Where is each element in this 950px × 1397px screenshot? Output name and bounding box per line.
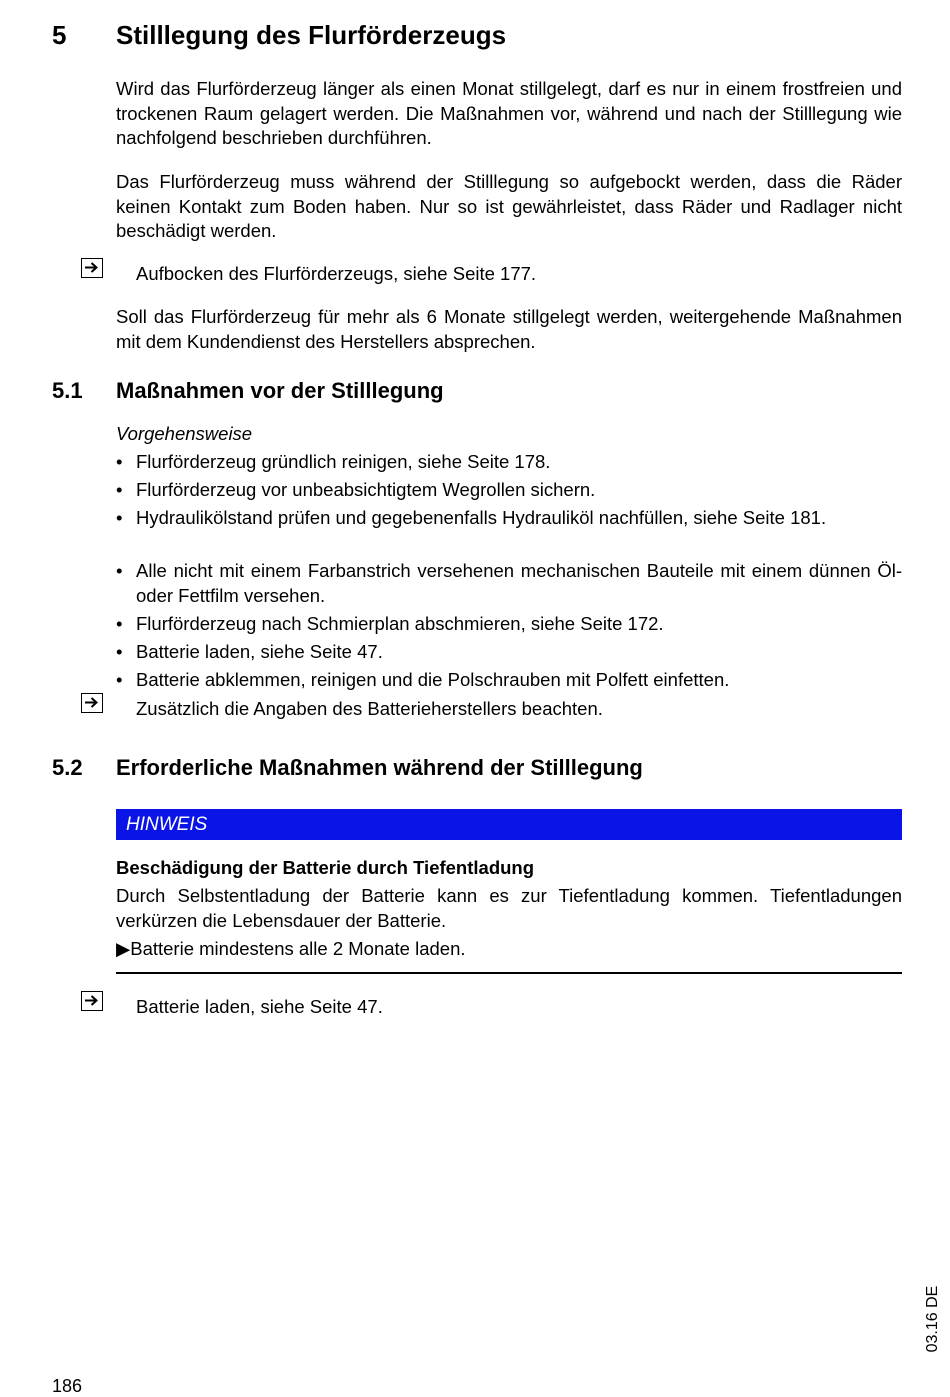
section-number-5-2: 5.2 — [52, 755, 83, 780]
list-item: Batterie laden, siehe Seite 47. — [136, 641, 383, 662]
notice-banner — [116, 809, 902, 840]
list-item: Flurförderzeug nach Schmierplan abschmieren, siehe Seite 172. — [136, 613, 664, 634]
list-item: Flurförderzeug vor unbeabsichtigtem Wegrollen sichern. — [136, 479, 596, 500]
list-item: Batterie abklemmen, reinigen und die Polschrauben mit Polfett einfetten. — [136, 669, 730, 690]
list-item: Alle nicht mit einem Farbanstrich versehenen mechanischen Bauteile mit einem dünnen Öl- oder Fettfilm versehen. — [136, 560, 902, 606]
list-item: Hydraulikölstand prüfen und gegebenenfalls Hydrauliköl nachfüllen, siehe Seite 181. — [136, 507, 827, 528]
bullet: • — [116, 451, 123, 472]
chapter-title: Stilllegung des Flurförderzeugs — [116, 20, 507, 50]
cross-reference-arrow-icon — [81, 693, 103, 713]
edition-text: 03.16 DE — [924, 1285, 941, 1353]
jacking-paragraph: Das Flurförderzeug muss während der Stilllegung so aufgebockt werden, dass die Räder keinen Kontakt zum Boden haben. Nur so ist gewährleistet, dass Räder und Radlager nicht beschädigt werden. — [116, 171, 902, 241]
notice-label: HINWEIS — [126, 814, 208, 835]
cross-reference-jacking: Aufbocken des Flurförderzeugs, siehe Seite 177. — [136, 263, 537, 284]
cross-reference-battery: Batterie laden, siehe Seite 47. — [136, 996, 383, 1017]
bullet: • — [116, 613, 123, 634]
cross-reference-arrow-icon — [81, 258, 103, 278]
chapter-number: 5 — [52, 20, 67, 50]
bullet: • — [116, 479, 123, 500]
long-term-paragraph: Soll das Flurförderzeug für mehr als 6 Monate stillgelegt werden, weitergehende Maßnahmen mit dem Kundendienst des Herstellers absprechen. — [116, 306, 902, 352]
battery-manufacturer-note: Zusätzlich die Angaben des Batterieherstellers beachten. — [136, 698, 603, 719]
notice-text: Durch Selbstentladung der Batterie kann es zur Tiefentladung kommen. Tiefentladungen verkürzen die Lebensdauer der Batterie. — [116, 885, 902, 931]
list-item: Flurförderzeug gründlich reinigen, siehe Seite 178. — [136, 451, 551, 472]
bullet: • — [116, 507, 123, 528]
notice-divider — [116, 972, 902, 974]
intro-paragraph: Wird das Flurförderzeug länger als einen Monat stillgelegt, darf es nur in einem frostfreien und trockenen Raum gelagert werden. Die Maßnahmen vor, während und nach der Stilllegung wie nachfolgend beschrieben durchführen. — [116, 78, 902, 148]
cross-reference-arrow-icon — [81, 991, 103, 1011]
bullet: • — [116, 669, 123, 690]
notice-heading: Beschädigung der Batterie durch Tiefentladung — [116, 857, 535, 878]
section-number-5-1: 5.1 — [52, 378, 83, 403]
procedure-label: Vorgehensweise — [116, 423, 253, 444]
page-number: 186 — [52, 1376, 83, 1396]
notice-action-text: Batterie mindestens alle 2 Monate laden. — [130, 938, 466, 959]
section-title-5-1: Maßnahmen vor der Stilllegung — [116, 378, 444, 403]
notice-action — [116, 937, 466, 962]
edition-label — [922, 1283, 944, 1355]
bullet: • — [116, 560, 123, 581]
section-title-5-2: Erforderliche Maßnahmen während der Stilllegung — [116, 755, 643, 780]
bullet: • — [116, 641, 123, 662]
action-triangle-icon: ▶ — [116, 938, 131, 959]
